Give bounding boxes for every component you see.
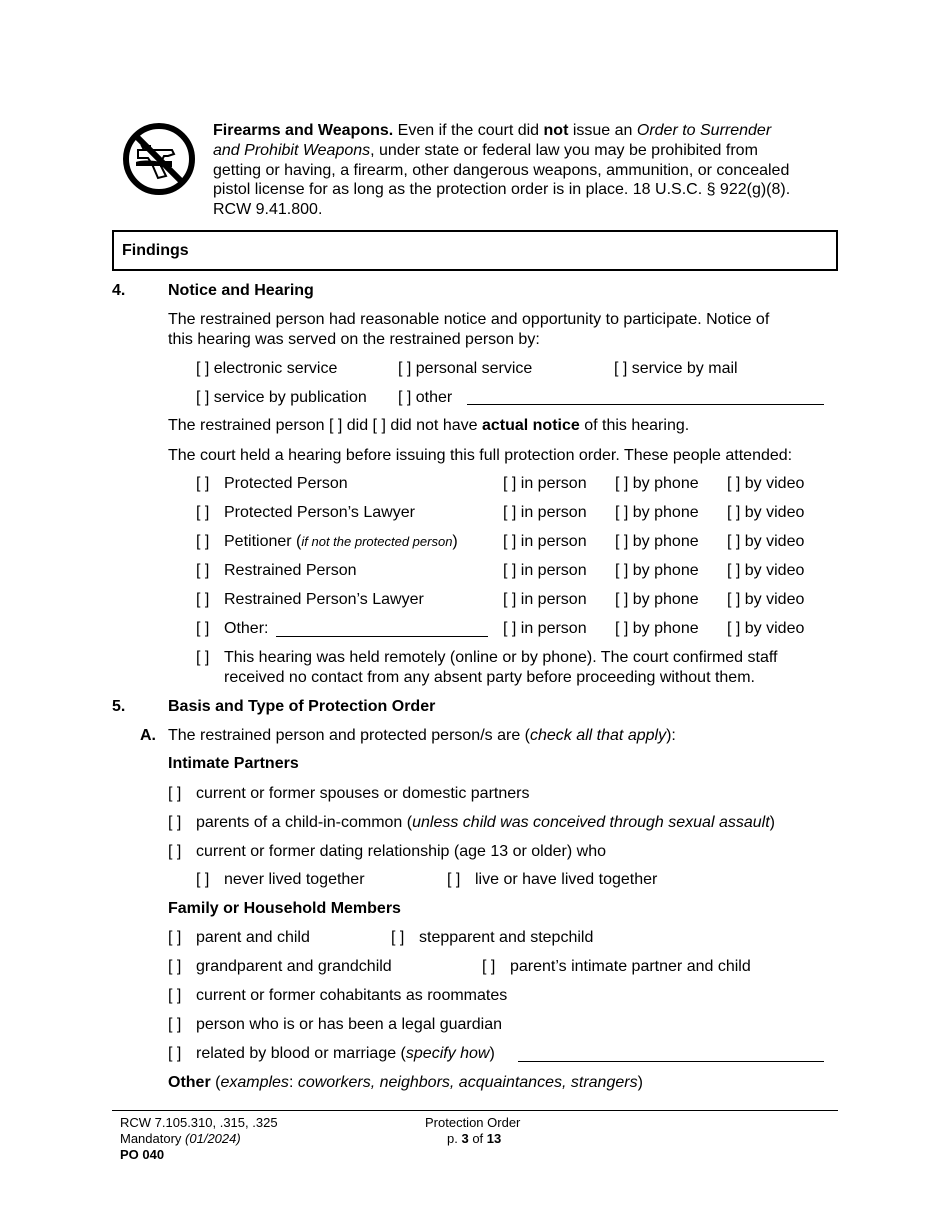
footer-rule [112,1110,838,1111]
in-person-checkbox[interactable]: [ ] in person [503,591,587,608]
footer-page-number: 3 [461,1131,469,1146]
by-phone-checkbox[interactable]: [ ] by phone [615,562,699,579]
section-5a-label: A. [140,727,156,744]
service-personal-checkbox[interactable]: [ ] personal service [398,360,533,377]
footer-form-number: PO 040 [120,1147,165,1162]
attendee-label: Restrained Person [224,562,357,579]
firearms-line-5: RCW 9.41.800. [213,201,323,218]
attendee-checkbox[interactable]: [ ] [196,533,210,550]
family-checkbox[interactable]: [ ] [482,958,496,975]
other-attendee-blank[interactable] [276,636,488,637]
firearms-order-title: and Prohibit Weapons [213,142,371,159]
family-option-stepparent: stepparent and stepchild [419,929,594,946]
firearms-line-3: getting or having, a firearm, other dangerous weapons, ammunition, or concealed [213,162,790,179]
attendee-label: Protected Person’s Lawyer [224,504,415,521]
other-examples: coworkers, neighbors, acquaintances, strangers [297,1074,638,1091]
attendee-checkbox[interactable]: [ ] [196,620,210,637]
related-text: related by blood or marriage ( [196,1045,406,1062]
firearms-text: issue an [568,122,637,139]
in-person-checkbox[interactable]: [ ] in person [503,504,587,521]
service-other-blank[interactable] [467,404,824,405]
intimate-checkbox[interactable]: [ ] [168,814,182,831]
dating-sub-checkbox[interactable]: [ ] [447,871,461,888]
attendee-label: Other: [224,620,269,637]
remote-hearing-line-1: This hearing was held remotely (online or by phone). The court confirmed staff [224,649,778,666]
intimate-checkbox[interactable]: [ ] [168,843,182,860]
family-option-parent-child: parent and child [196,929,310,946]
intimate-partners-title: Intimate Partners [168,755,299,772]
section-4-title: Notice and Hearing [168,282,314,299]
in-person-checkbox[interactable]: [ ] in person [503,533,587,550]
section-5a-text-end: ): [666,727,676,744]
petitioner-text-end: ) [452,533,458,550]
attendee-checkbox[interactable]: [ ] [196,475,210,492]
firearms-heading: Firearms and Weapons. [213,122,394,139]
attendee-label [224,532,458,552]
footer-page-prefix: p. [447,1131,462,1146]
actual-notice-line [168,416,689,436]
by-video-checkbox[interactable]: [ ] by video [727,620,805,637]
family-option-grandparent: grandparent and grandchild [196,958,392,975]
other-title: Other [168,1074,211,1091]
other-relationship-line [168,1073,643,1093]
family-household-title: Family or Household Members [168,900,401,917]
remote-hearing-checkbox[interactable]: [ ] [196,649,210,666]
firearms-not: not [543,122,569,139]
service-electronic-checkbox[interactable]: [ ] electronic service [196,360,338,377]
attendee-label: Protected Person [224,475,348,492]
dating-lived-together: live or have lived together [475,871,658,888]
section-5-number: 5. [112,698,126,715]
section-4-number: 4. [112,282,126,299]
footer-title: Protection Order [425,1115,521,1130]
family-checkbox[interactable]: [ ] [168,929,182,946]
attendee-label: Restrained Person’s Lawyer [224,591,424,608]
attendee-checkbox[interactable]: [ ] [196,504,210,521]
petitioner-text: Petitioner ( [224,533,302,550]
parents-text-end: ) [769,814,775,831]
section-5a-italic: check all that apply [529,727,667,744]
service-publication-checkbox[interactable]: [ ] service by publication [196,389,367,406]
firearms-line-2 [213,141,758,161]
family-checkbox[interactable]: [ ] [391,929,405,946]
by-video-checkbox[interactable]: [ ] by video [727,475,805,492]
other-text-end: ) [637,1074,643,1091]
intimate-checkbox[interactable]: [ ] [168,785,182,802]
by-phone-checkbox[interactable]: [ ] by phone [615,591,699,608]
family-option-related [196,1044,495,1064]
by-phone-checkbox[interactable]: [ ] by phone [615,620,699,637]
firearms-line-1 [213,121,771,141]
intimate-option-dating: current or former dating relationship (age 13 or older) who [196,843,606,860]
by-video-checkbox[interactable]: [ ] by video [727,591,805,608]
remote-hearing-line-2: received no contact from any absent party before proceeding without them. [224,669,755,686]
family-checkbox[interactable]: [ ] [168,1016,182,1033]
related-italic: specify how [405,1045,490,1062]
firearms-text: Even if the court did [393,122,544,139]
dating-never-lived-together: never lived together [224,871,365,888]
footer-rcw: RCW 7.105.310, .315, .325 [120,1115,278,1130]
findings-box [112,230,838,271]
footer-mandatory-label: Mandatory [120,1131,186,1146]
intimate-option-parents [196,813,775,833]
hearing-held-line: The court held a hearing before issuing this full protection order. These people attended: [168,447,793,464]
actual-notice-checkboxes[interactable]: The restrained person [ ] did [ ] did not have [168,417,482,434]
in-person-checkbox[interactable]: [ ] in person [503,620,587,637]
by-phone-checkbox[interactable]: [ ] by phone [615,504,699,521]
no-firearms-icon [120,120,198,198]
family-checkbox[interactable]: [ ] [168,1045,182,1062]
section-5a-text [168,726,676,746]
other-text: ( [210,1074,221,1091]
attendee-checkbox[interactable]: [ ] [196,591,210,608]
related-specify-blank[interactable] [518,1061,824,1062]
related-text-end: ) [489,1045,495,1062]
firearms-line-4: pistol license for as long as the protection order is in place. 18 U.S.C. § 922(g)(8). [213,181,791,198]
actual-notice-bold: actual notice [481,417,580,434]
by-phone-checkbox[interactable]: [ ] by phone [615,533,699,550]
dating-sub-checkbox[interactable]: [ ] [196,871,210,888]
by-video-checkbox[interactable]: [ ] by video [727,533,805,550]
firearms-text: , under state or federal law you may be prohibited from [370,142,758,159]
footer-mandatory [120,1131,241,1147]
family-option-intimate-partner-child: parent’s intimate partner and child [510,958,751,975]
family-checkbox[interactable]: [ ] [168,987,182,1004]
attendee-checkbox[interactable]: [ ] [196,562,210,579]
notice-paragraph-line-2: this hearing was served on the restrained person by: [168,331,540,348]
by-video-checkbox[interactable]: [ ] by video [727,562,805,579]
notice-paragraph-line-1: The restrained person had reasonable notice and opportunity to participate. Notice of [168,311,770,328]
parents-italic: unless child was conceived through sexual assault [412,814,770,831]
family-checkbox[interactable]: [ ] [168,958,182,975]
intimate-option-spouses: current or former spouses or domestic partners [196,785,530,802]
footer-page [447,1131,501,1147]
family-option-legal-guardian: person who is or has been a legal guardian [196,1016,502,1033]
findings-title: Findings [122,242,189,259]
other-examples-label: examples [220,1074,289,1091]
family-option-cohabitants: current or former cohabitants as roommates [196,987,508,1004]
actual-notice-text: of this hearing. [579,417,690,434]
section-5a-text-start: The restrained person and protected person/s are ( [168,727,530,744]
in-person-checkbox[interactable]: [ ] in person [503,562,587,579]
footer-page-of: of [468,1131,487,1146]
section-5-title: Basis and Type of Protection Order [168,698,436,715]
petitioner-note: if not the protected person [301,534,453,549]
parents-text: parents of a child-in-common ( [196,814,413,831]
in-person-checkbox[interactable]: [ ] in person [503,475,587,492]
footer-date: (01/2024) [185,1131,241,1146]
other-text: : [288,1074,298,1091]
firearms-order-title: Order to Surrender [636,122,772,139]
service-other-checkbox[interactable]: [ ] other [398,389,453,406]
service-mail-checkbox[interactable]: [ ] service by mail [614,360,738,377]
by-phone-checkbox[interactable]: [ ] by phone [615,475,699,492]
by-video-checkbox[interactable]: [ ] by video [727,504,805,521]
footer-page-total: 13 [486,1131,502,1146]
